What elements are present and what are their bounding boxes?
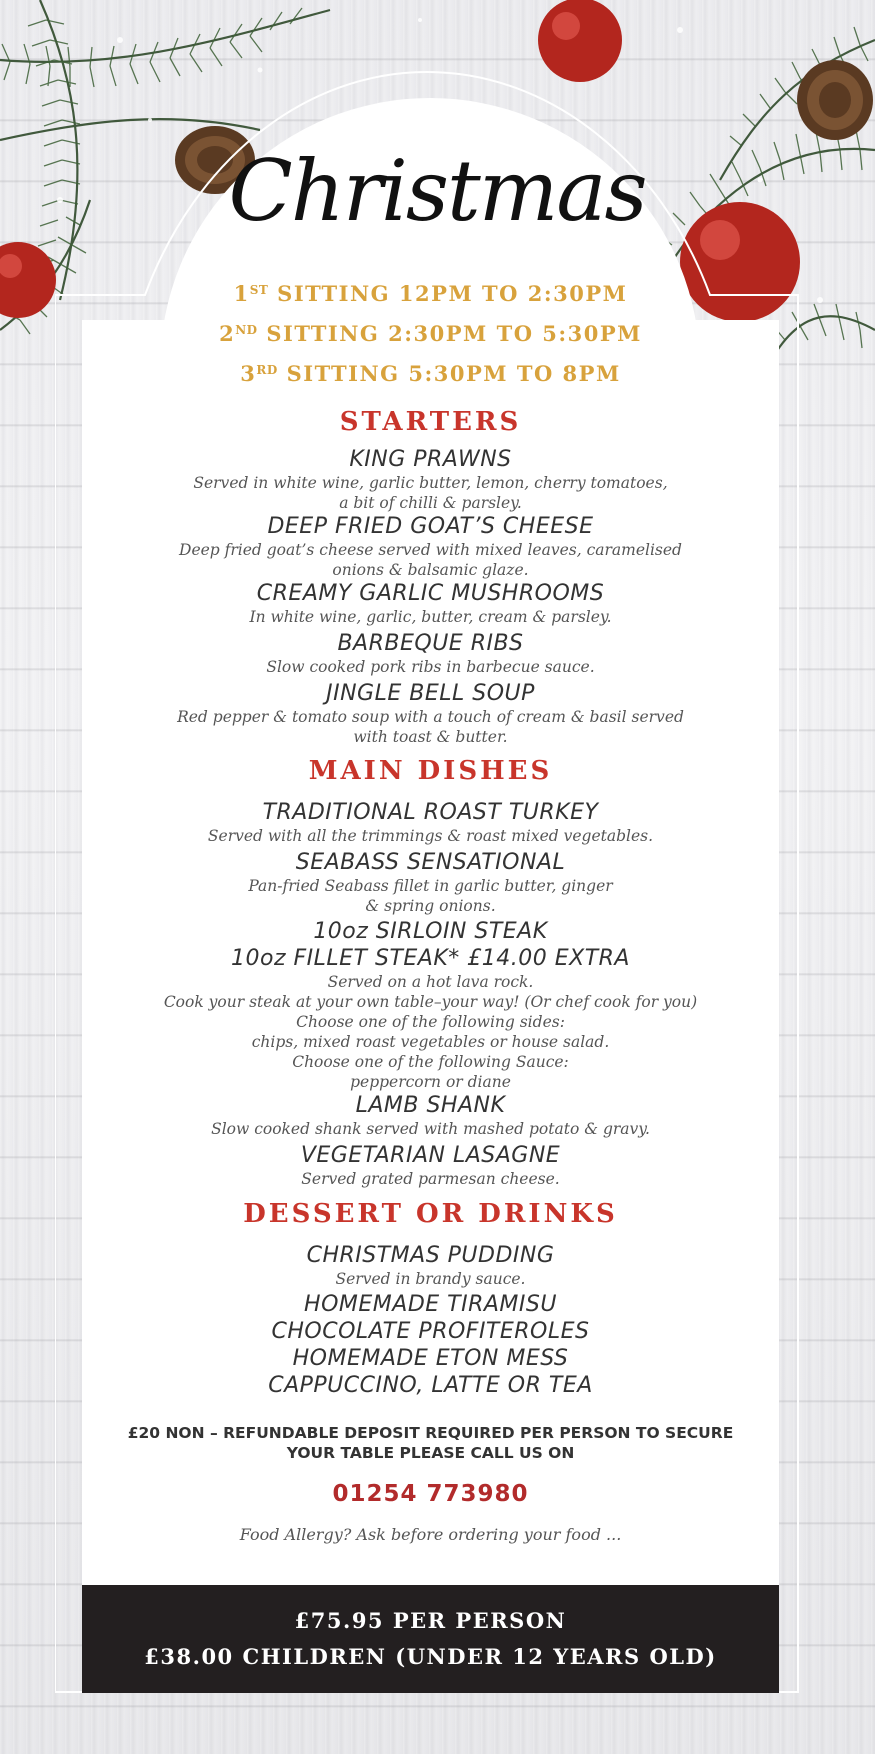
dish-name: LAMB SHANK bbox=[355, 1093, 506, 1118]
dish-description: Served in brandy sauce. bbox=[335, 1270, 526, 1288]
dish-name: HOMEMADE ETON MESS bbox=[292, 1346, 569, 1371]
dish-description: Slow cooked shank served with mashed potato & gravy. bbox=[211, 1120, 650, 1138]
dish-description: Served with all the trimmings & roast mixed vegetables. bbox=[207, 827, 654, 845]
dish-name: 10oz FILLET STEAK* £14.00 EXTRA bbox=[231, 946, 630, 971]
dish-description: Pan-fried Seabass fillet in garlic butter, ginger bbox=[248, 877, 613, 895]
dish-description: Choose one of the following sides: bbox=[296, 1013, 565, 1031]
dish-description: In white wine, garlic, butter, cream & parsley. bbox=[249, 608, 612, 626]
main-dishes-section bbox=[82, 753, 779, 1189]
dish-name: BARBEQUE RIBS bbox=[337, 631, 524, 656]
price-bar bbox=[82, 1585, 779, 1693]
phone-number[interactable]: 01254 773980 bbox=[332, 1481, 529, 1507]
sitting-2: 2ND SITTING 2:30PM TO 5:30PM bbox=[219, 321, 642, 346]
dish-name: TRADITIONAL ROAST TURKEY bbox=[262, 800, 599, 825]
booking-info bbox=[82, 1423, 779, 1544]
adult-price: £75.95 PER PERSON bbox=[294, 1608, 567, 1633]
deposit-notice: YOUR TABLE PLEASE CALL US ON bbox=[286, 1444, 575, 1462]
children-price: £38.00 CHILDREN (UNDER 12 YEARS OLD) bbox=[144, 1644, 717, 1669]
sitting-3: 3RD SITTING 5:30PM TO 8PM bbox=[240, 361, 621, 386]
dish-name: KING PRAWNS bbox=[349, 447, 512, 472]
dish-name: SEABASS SENSATIONAL bbox=[295, 850, 566, 875]
dish-name: 10oz SIRLOIN STEAK bbox=[313, 919, 548, 944]
sitting-1: 1ST SITTING 12PM TO 2:30PM bbox=[233, 281, 628, 306]
dish-name: DEEP FRIED GOAT’S CHEESE bbox=[267, 514, 594, 539]
dish-name: CHRISTMAS PUDDING bbox=[306, 1243, 555, 1268]
dish-name: VEGETARIAN LASAGNE bbox=[300, 1143, 561, 1168]
dish-name: CREAMY GARLIC MUSHROOMS bbox=[256, 581, 605, 606]
dish-description: Cook your steak at your own table–your way! (Or chef cook for you) bbox=[163, 993, 698, 1011]
christmas-script-title bbox=[200, 120, 675, 260]
dish-description: Slow cooked pork ribs in barbecue sauce. bbox=[266, 658, 595, 676]
dish-description: Served grated parmesan cheese. bbox=[301, 1170, 560, 1188]
section-title-desserts: DESSERT OR DRINKS bbox=[243, 1199, 618, 1229]
dish-description: Deep fried goat’s cheese served with mixed leaves, caramelised bbox=[179, 541, 682, 559]
dish-description: a bit of chilli & parsley. bbox=[339, 494, 522, 512]
section-title-starters: STARTERS bbox=[339, 407, 522, 437]
starters-section bbox=[82, 404, 779, 747]
dish-name: CAPPUCCINO, LATTE OR TEA bbox=[268, 1373, 593, 1398]
dish-name: HOMEMADE TIRAMISU bbox=[304, 1292, 557, 1317]
dish-description: onions & balsamic glaze. bbox=[332, 561, 529, 579]
allergy-notice: Food Allergy? Ask before ordering your food ... bbox=[239, 1525, 622, 1544]
sittings-list bbox=[82, 272, 779, 392]
dish-name: CHOCOLATE PROFITEROLES bbox=[271, 1319, 590, 1344]
dish-description: Served on a hot lava rock. bbox=[327, 973, 534, 991]
dish-description: Served in white wine, garlic butter, lemon, cherry tomatoes, bbox=[193, 474, 668, 492]
dish-description: Red pepper & tomato soup with a touch of cream & basil served bbox=[177, 708, 684, 726]
section-title-mains: MAIN DISHES bbox=[308, 756, 553, 786]
dish-description: with toast & butter. bbox=[353, 728, 508, 746]
dish-description: chips, mixed roast vegetables or house salad. bbox=[251, 1033, 610, 1051]
deposit-notice: £20 NON – REFUNDABLE DEPOSIT REQUIRED PER PERSON TO SECURE bbox=[127, 1424, 734, 1442]
dish-description: peppercorn or diane bbox=[350, 1073, 511, 1091]
dish-description: & spring onions. bbox=[365, 897, 496, 915]
dessert-section bbox=[82, 1196, 779, 1399]
svg-text:Christmas: Christmas bbox=[228, 142, 646, 240]
dish-description: Choose one of the following Sauce: bbox=[292, 1053, 569, 1071]
dish-name: JINGLE BELL SOUP bbox=[326, 681, 535, 706]
